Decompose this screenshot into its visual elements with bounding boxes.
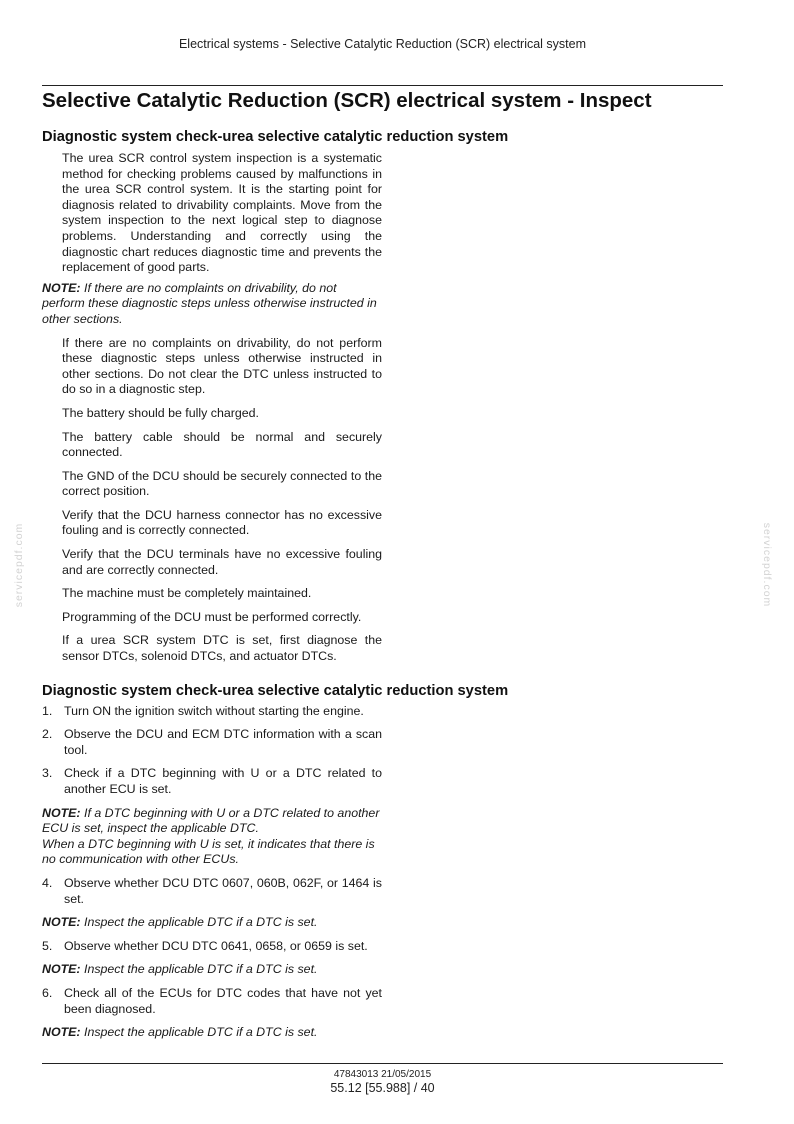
procedure-step [42,727,382,758]
step-number: 2. [42,727,53,742]
step-number: 6. [42,985,53,1000]
step-number: 3. [42,766,53,781]
step-text: Turn ON the ignition switch without starting the engine. [64,703,364,718]
procedure-step [42,876,382,907]
precondition-paragraph: If a urea SCR system DTC is set, first diagnose the sensor DTCs, solenoid DTCs, and actuator DTCs. [62,633,382,664]
precondition-paragraph: The battery cable should be normal and securely connected. [62,429,382,460]
step-text: Observe whether DCU DTC 0641, 0658, or 0659 is set. [64,938,368,953]
step-text: Check all of the ECUs for DTC codes that have not yet been diagnosed. [64,985,382,1016]
section-heading-procedure: Diagnostic system check-urea selective catalytic reduction system [42,682,509,699]
step-text: Observe whether DCU DTC 0607, 060B, 062F, or 1464 is set. [64,875,382,906]
note-drivability [42,281,382,328]
note-dtc-u [42,806,382,868]
step-number: 5. [42,938,53,953]
running-header: Electrical systems - Selective Catalytic Reduction (SCR) electrical system [178,37,587,51]
note-text: Inspect the applicable DTC if a DTC is set. [84,962,318,977]
precondition-paragraph: The machine must be completely maintained. [62,586,312,601]
step-number: 1. [42,703,53,718]
note-label: NOTE: [42,962,81,977]
precondition-paragraph: Verify that the DCU terminals have no excessive fouling and are correctly connected. [62,547,382,577]
note-label: NOTE: [42,1025,81,1040]
step-text: Observe the DCU and ECM DTC information with a scan tool. [64,727,382,757]
step-text: Check if a DTC beginning with U or a DTC related to another ECU is set. [64,766,382,796]
step-number: 4. [42,875,53,890]
procedure-step [42,939,382,955]
header-rule [42,85,723,86]
page-content [42,128,509,1041]
note-label: NOTE: [42,805,81,820]
note-text: If there are no complaints on drivability, do not perform these diagnostic steps unless otherwise instructed in other sections. [42,280,377,326]
note-text: Inspect the applicable DTC if a DTC is set. [84,915,318,930]
precondition-paragraph: Verify that the DCU harness connector has no excessive fouling and is correctly connected. [62,507,382,538]
note-text: If a DTC beginning with U or a DTC related to another ECU is set, inspect the applicable DTC. [42,805,380,836]
footer-doc-reference: 47843013 21/05/2015 [333,1069,432,1080]
precondition-paragraph: If there are no complaints on drivability, do not perform these diagnostic steps unless otherwise instructed in other sections. Do not clear the DTC unless instructed to do so in a diagnostic step. [62,335,382,397]
page-title: Selective Catalytic Reduction (SCR) electrical system - Inspect [42,89,652,112]
note-inspect-dtc [42,1025,382,1041]
note-label: NOTE: [42,280,81,295]
footer-page-number: 55.12 [55.988] / 40 [330,1081,435,1095]
footer-rule [42,1063,723,1064]
precondition-paragraph: Programming of the DCU must be performed correctly. [62,609,362,624]
section-heading-overview: Diagnostic system check-urea selective catalytic reduction system [42,129,509,145]
note-text: Inspect the applicable DTC if a DTC is set. [84,1025,318,1040]
note-text: When a DTC beginning with U is set, it indicates that there is no communication with other ECUs. [42,836,375,867]
note-inspect-dtc [42,915,382,931]
precondition-paragraph: The battery should be fully charged. [62,405,259,420]
watermark-right: servicepdf.com [761,522,773,608]
intro-paragraph: The urea SCR control system inspection is a systematic method for checking problems caused by malfunctions in the urea SCR control system. It is the starting point for diagnosis related to drivability complaints. Move from the system inspection to the next logical step to diagnose problems. Understanding and correctly using the diagnostic chart reduces diagnostic time and prevents the replacement of good parts. [62,151,382,275]
watermark-left: servicepdf.com [13,522,25,608]
procedure-step [42,766,382,797]
note-inspect-dtc [42,962,382,978]
procedure-step [42,986,382,1017]
procedure-step [42,704,382,720]
note-label: NOTE: [42,915,81,930]
precondition-paragraph: The GND of the DCU should be securely connected to the correct position. [62,468,382,499]
